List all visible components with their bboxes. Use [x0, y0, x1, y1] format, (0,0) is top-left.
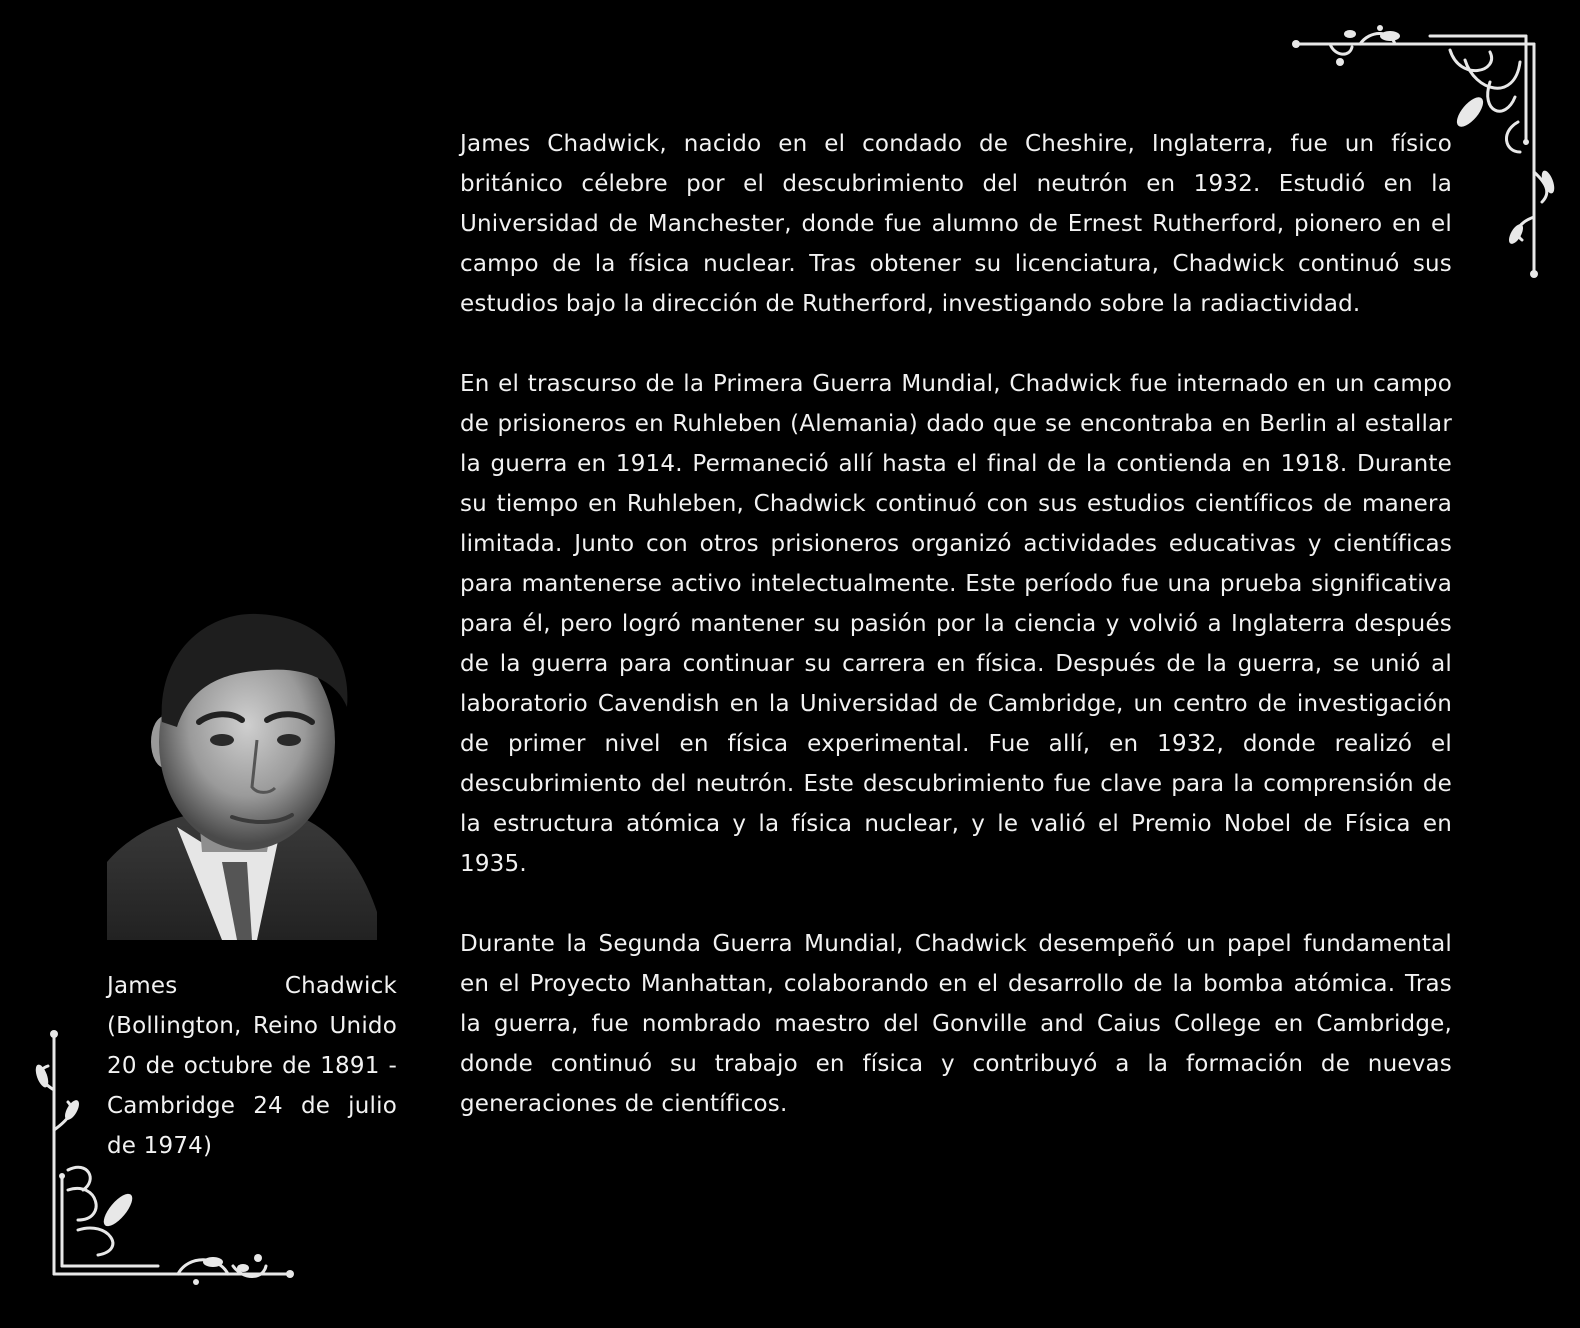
portrait-photo — [107, 612, 377, 940]
article-body — [460, 124, 1452, 1164]
portrait-caption: James Chadwick (Bollington, Reino Unido 20 de octubre de 1891 - Cambridge 24 de julio de 1974) — [107, 973, 397, 1159]
paragraph-early-life: James Chadwick, nacido en el condado de Cheshire, Inglaterra, fue un físico británico célebre por el descubrimiento del neutrón en 1932. Estudió en la Universidad de Manchester, donde fue alumno de Ernest Rutherford, pionero en el campo de la física nuclear. Tras obtener su licenciatura, Chadwick continuó sus estudios bajo la dirección de Rutherford, investigando sobre la radiactividad. — [460, 131, 1452, 317]
flourish-corner-icon — [28, 1030, 298, 1296]
paragraph-world-war-one: En el trascurso de la Primera Guerra Mundial, Chadwick fue internado en un campo de prisioneros en Ruhleben (Alemania) dado que se encontraba en Berlin al estallar la guerra en 1914. Permaneció allí hasta el final de la contienda en 1918. Durante su tiempo en Ruhleben, Chadwick continuó con sus estudios científicos de manera limitada. Junto con otros prisioneros organizó actividades educativas y científicas para mantenerse activo intelectualmente. Este período fue una prueba significativa para él, pero logró mantener su pasión por la ciencia y volvió a Inglaterra después de la guerra para continuar su carrera en física. Después de la guerra, se unió al laboratorio Cavendish en la Universidad de Cambridge, un centro de investigación de primer nivel en física experimental. Fue allí, en 1932, donde realizó el descubrimiento del neutrón. Este descubrimiento fue clave para la comprensión de la estructura atómica y la física nuclear, y le valió el Premio Nobel de Física en 1935. — [460, 371, 1452, 877]
paragraph-world-war-two: Durante la Segunda Guerra Mundial, Chadwick desempeñó un papel fundamental en el Proyecto Manhattan, colaborando en el desarrollo de la bomba atómica. Tras la guerra, fue nombrado maestro del Gonville and Caius College en Cambridge, donde continuó su trabajo en física y contribuyó a la formación de nuevas generaciones de científicos. — [460, 931, 1452, 1117]
